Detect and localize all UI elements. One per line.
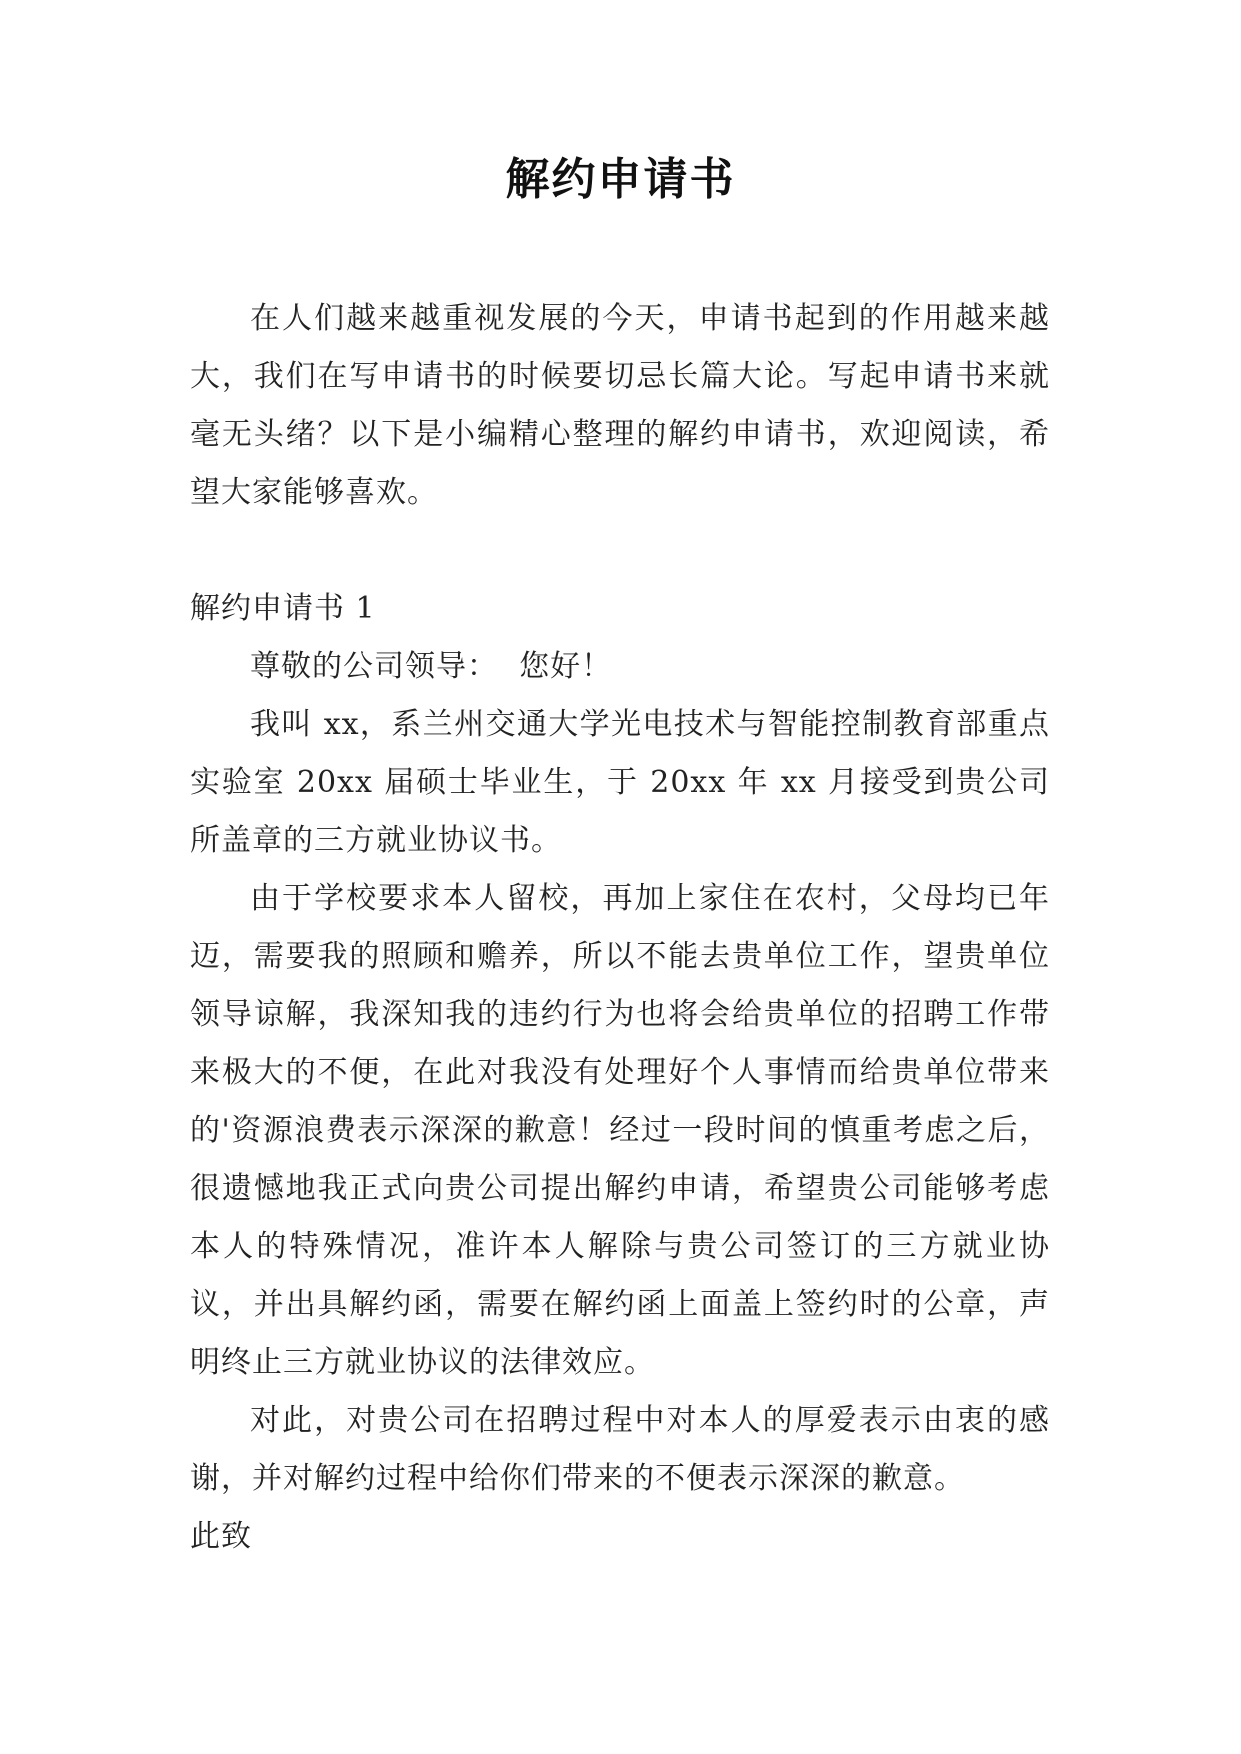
salutation: 尊敬的公司领导： 您好！ — [250, 649, 613, 684]
section-heading: 解约申请书 1 — [190, 591, 376, 626]
body-paragraph-1: 我叫 xx，系兰州交通大学光电技术与智能控制教育部重点实验室 20xx 届硕士毕业生，于 20xx 年 xx 月接受到贵公司所盖章的三方就业协议书。 — [190, 707, 1050, 858]
document-body — [190, 290, 1050, 1566]
body-paragraph-3: 对此，对贵公司在招聘过程中对本人的厚爱表示由衷的感谢，并对解约过程中给你们带来的不便表示深深的歉意。 — [190, 1403, 1050, 1496]
intro-paragraph: 在人们越来越重视发展的今天，申请书起到的作用越来越大，我们在写申请书的时候要切忌长篇大论。写起申请书来就毫无头绪？以下是小编精心整理的解约申请书，欢迎阅读，希望大家能够喜欢。 — [190, 301, 1050, 510]
closing-text: 此致 — [190, 1519, 252, 1554]
document-title: 解约申请书 — [505, 154, 736, 205]
body-paragraph-2: 由于学校要求本人留校，再加上家住在农村，父母均已年迈，需要我的照顾和赡养，所以不能去贵单位工作，望贵单位领导谅解，我深知我的违约行为也将会给贵单位的招聘工作带来极大的不便，在此对我没有处理好个人事情而给贵单位带来的'资源浪费表示深深的歉意！经过一段时间的慎重考虑之后，很遗憾地我正式向贵公司提出解约申请，希望贵公司能够考虑本人的特殊情况，准许本人解除与贵公司签订的三方就业协议，并出具解约函，需要在解约函上面盖上签约时的公章，声明终止三方就业协议的法律效应。 — [190, 881, 1050, 1380]
